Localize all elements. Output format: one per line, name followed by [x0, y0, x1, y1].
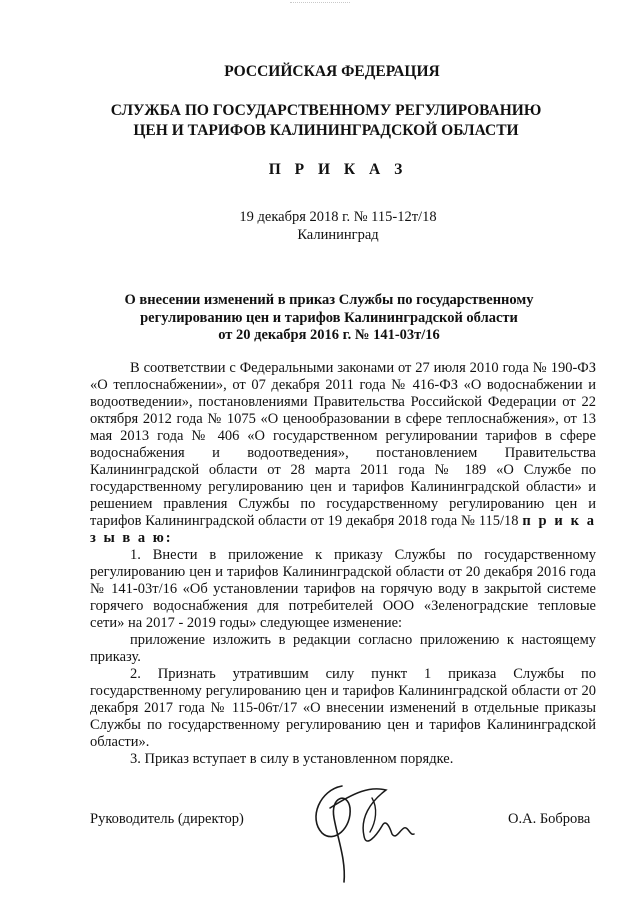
preamble-text: В соответствии с Федеральными законами от 27 июля 2010 года № 190-ФЗ «О теплоснабжении», от 07 декабря 2011 года № 416-ФЗ «О водоснабжении и водоотведении», постановлениями Правительства Российской Федерации от 22 октября 2012 года № 1075 «О ценообразовании в сфере теплоснабжения», от 13 мая 2013 года № 406 «О государственном регулировании тарифов в сфере водоснабжения и водоотведения», постановлением Правительства Калининградской области от 28 марта 2011 года № 189 «О Службе по государственному регулированию цен и тарифов Калининградской области» и решением правления Службы по государственному регулированию цен и тарифов Калининградской области от 19 декабря 2018 года № 115/18 [90, 360, 596, 529]
service-line-1: СЛУЖБА ПО ГОСУДАРСТВЕННОМУ РЕГУЛИРОВАНИЮ [110, 102, 542, 119]
header-service [6, 101, 640, 141]
preamble-paragraph [90, 360, 596, 547]
item-1: 1. Внести в приложение к приказу Службы по государственному регулированию цен и тарифов Калининградской области от 20 декабря 2016 года № 141-03т/16 «Об установлении тарифов на горячую воду в закрытой системе горячего водоснабжения для потребителей ООО «Зеленоградские тепловые сети» на 2017 - 2019 годы» следующее изменение: [90, 547, 596, 631]
item-1-sub: приложение изложить в редакции согласно приложению к настоящему приказу. [90, 632, 596, 665]
date-number: 19 декабря 2018 г. № 115-12т/18 [239, 209, 437, 225]
subject-line-2: регулированию цен и тарифов Калининградской области [140, 309, 518, 326]
scan-mark [290, 2, 350, 3]
signatory-position: Руководитель (директор) [90, 811, 244, 827]
item-3: 3. Приказ вступает в силу в установленном порядке. [130, 751, 454, 767]
subject-line-1: О внесении изменений в приказ Службы по государственному [124, 292, 534, 308]
city: Калининград [297, 227, 379, 243]
signatory-name: О.А. Боброва [508, 811, 591, 827]
subject-line-3: от 20 декабря 2016 г. № 141-03т/16 [218, 327, 440, 343]
document-subject [0, 292, 640, 345]
item-2: 2. Признать утратившим силу пункт 1 приказа Службы по государственному регулированию цен и тарифов Калининградской области от 20 декабря 2017 года № 115-06т/17 «О внесении изменений в отдельные приказы Службы по государственному регулированию цен и тарифов Калининградской области». [90, 666, 596, 750]
prikazyvayu-word: п р и к а з ы в а ю: [90, 513, 596, 546]
service-line-2: ЦЕН И ТАРИФОВ КАЛИНИНГРАДСКОЙ ОБЛАСТИ [133, 122, 519, 139]
document-body [90, 360, 596, 768]
document-type: П Р И К А З [268, 161, 408, 178]
handwritten-signature [300, 778, 440, 888]
header-federation: РОССИЙСКАЯ ФЕДЕРАЦИЯ [224, 63, 440, 80]
